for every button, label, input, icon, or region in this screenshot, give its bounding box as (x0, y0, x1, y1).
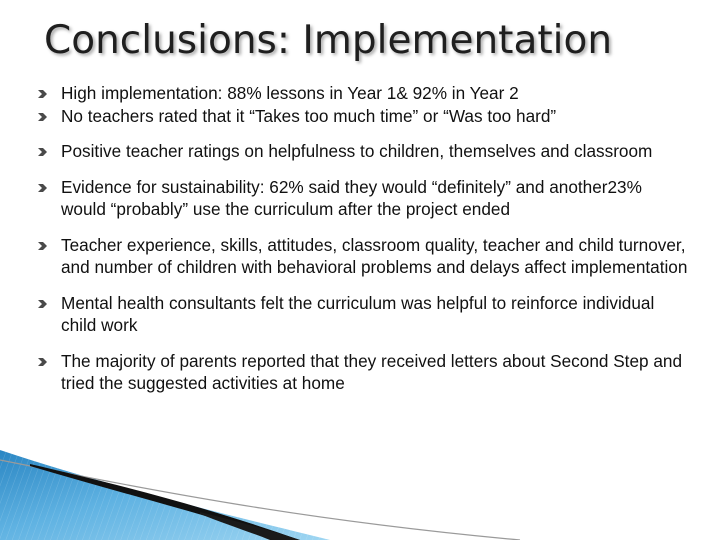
bullet-item (38, 82, 688, 105)
bullet-text: High implementation: 88% lessons in Year 1& 92% in Year 2 (61, 83, 519, 103)
bullet-glyph-icon (38, 113, 47, 121)
bullet-glyph-icon (38, 90, 47, 98)
bullet-text: The majority of parents reported that they received letters about Second Step and tried the suggested activities at home (61, 350, 683, 393)
bullet-glyph-icon (38, 242, 47, 250)
bullet-item (38, 234, 688, 279)
bullet-text: Mental health consultants felt the curriculum was helpful to reinforce individual child work (61, 292, 655, 335)
bullet-text: Positive teacher ratings on helpfulness to children, themselves and classroom (61, 141, 653, 161)
bullet-list (38, 82, 688, 395)
bullet-glyph-icon (38, 184, 47, 192)
bullet-text: No teachers rated that it “Takes too much time” or “Was too hard” (61, 105, 557, 126)
bullet-glyph-icon (38, 148, 47, 156)
bullet-item (38, 140, 688, 163)
bullet-item (38, 176, 688, 221)
bullet-glyph-icon (38, 358, 47, 366)
bullet-text: Teacher experience, skills, attitudes, classroom quality, teacher and child turnover, and number of children with behavioral problems and delays affect implementation (61, 234, 688, 277)
wave-decoration (0, 450, 720, 540)
bullet-glyph-icon (38, 300, 47, 308)
slide-title: Conclusions: Implementation (44, 18, 613, 63)
bullet-item (38, 105, 688, 128)
bullet-item (38, 292, 688, 337)
bullet-text: Evidence for sustainability: 62% said they would “definitely” and another23% would “probably” use the curriculum after the project ended (61, 176, 642, 219)
bullet-item (38, 350, 688, 395)
